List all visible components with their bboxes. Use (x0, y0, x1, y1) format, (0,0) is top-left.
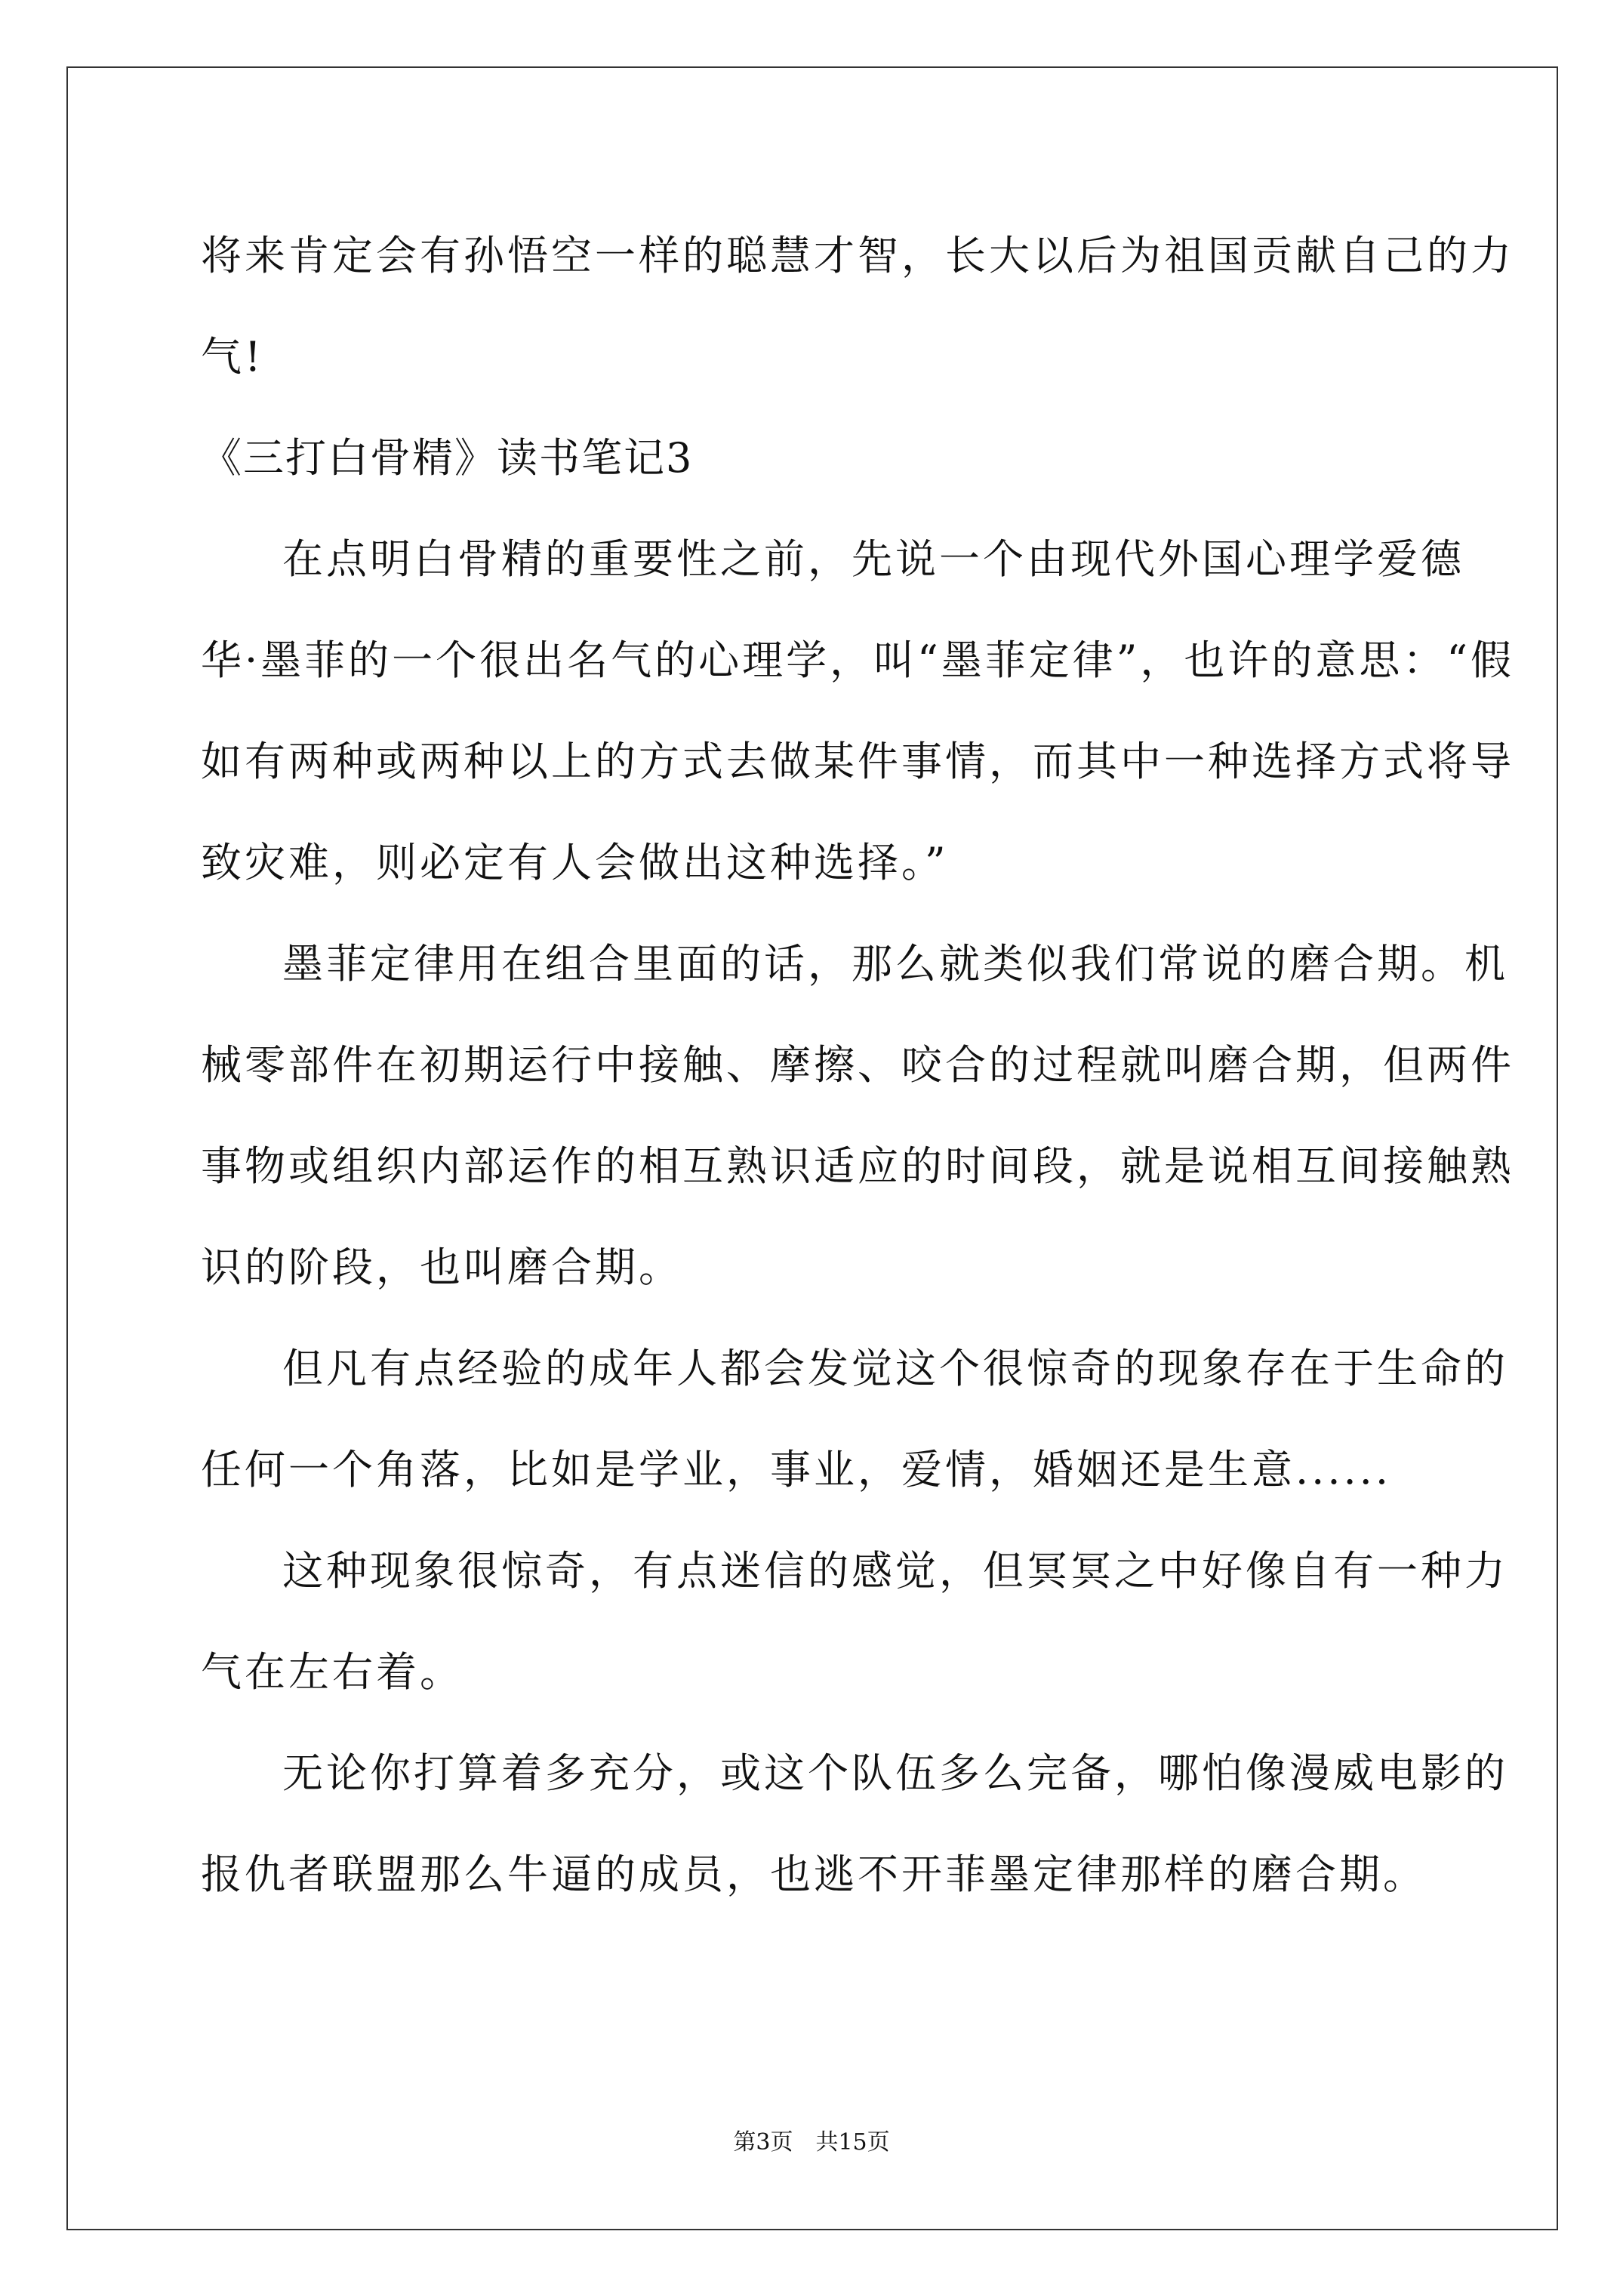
paragraph-start: 墨菲定律用在组合里面的话，那么就类似我们常说的磨合期。机 (282, 940, 1508, 988)
page-number: 第3页 共15页 (733, 2129, 890, 2156)
document-body (201, 205, 1514, 1925)
text-line: 气在左右着。 (201, 1648, 463, 1696)
text-line: 报仇者联盟那么牛逼的成员，也逃不开菲墨定律那样的磨合期。 (201, 1851, 1427, 1898)
text-line: 华·墨菲的一个很出名气的心理学，叫“墨菲定律”，也许的意思：“假 (201, 636, 1514, 684)
text-line: 械零部件在初期运行中接触、摩擦、咬合的过程就叫磨合期，但两件 (201, 1041, 1514, 1089)
paragraph-start: 这种现象很惊奇，有点迷信的感觉，但冥冥之中好像自有一种力 (282, 1547, 1508, 1595)
text-line: 事物或组织内部运作的相互熟识适应的时间段，就是说相互间接触熟 (201, 1142, 1514, 1190)
paragraph-start: 无论你打算着多充分，或这个队伍多么完备，哪怕像漫威电影的 (282, 1749, 1508, 1797)
paragraph-start: 但凡有点经验的成年人都会发觉这个很惊奇的现象存在于生命的 (282, 1345, 1508, 1392)
text-line: 如有两种或两种以上的方式去做某件事情，而其中一种选择方式将导 (201, 738, 1514, 785)
paragraph-start: 在点明白骨精的重要性之前，先说一个由现代外国心理学爱德 (282, 535, 1464, 583)
text-line: 任何一个角落，比如是学业，事业，爱情，婚姻还是生意...... (201, 1446, 1391, 1493)
text-line: 识的阶段，也叫磨合期。 (201, 1244, 682, 1291)
text-line: 气! (201, 333, 264, 381)
text-line: 将来肯定会有孙悟空一样的聪慧才智，长大以后为祖国贡献自己的力 (201, 232, 1514, 279)
text-line: 致灾难，则必定有人会做出这种选择。” (201, 839, 949, 886)
section-heading: 《三打白骨精》读书笔记3 (201, 434, 694, 482)
